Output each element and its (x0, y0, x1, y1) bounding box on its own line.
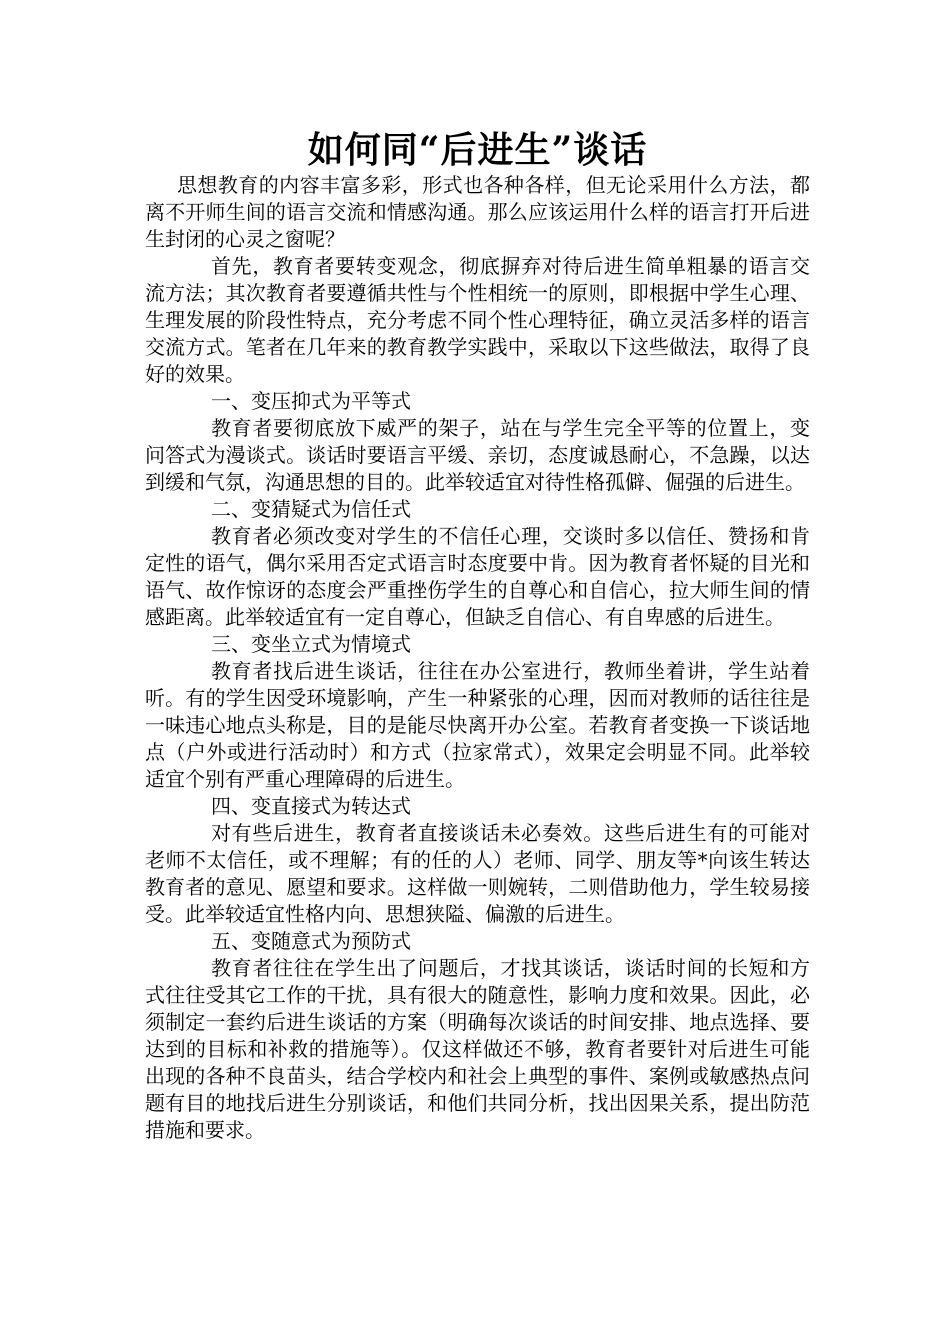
section-heading-4: 四、变直接式为转达式 (211, 794, 411, 818)
section-body-3: 教育者找后进生谈话，往往在办公室进行，教师坐着讲，学生站着听。有的学生因受环境影响，产生一种紧张的心理，因而对教师的话往往是一味违心地点头称是，目的是能尽快离开办公室。若教育者变换一下谈话地点（户外或进行活动时）和方式（拉家常式），效果定会明显不同。此举较适宜个别有严重心理障碍的后进生。 (145, 659, 810, 791)
section-heading-5: 五、变随意式为预防式 (211, 929, 411, 953)
section-body-2: 教育者必须改变对学生的不信任心理，交谈时多以信任、赞扬和肯定性的语气，偶尔采用否定式语言时态度要中肯。因为教育者怀疑的目光和语气、故作惊讶的态度会严重挫伤学生的自尊心和自信心，拉大师生间的情感距离。此举较适宜有一定自尊心，但缺乏自信心、有自卑感的后进生。 (145, 524, 810, 629)
section-body-4: 对有些后进生，教育者直接谈话未必奏效。这些后进生有的可能对老师不太信任，或不理解；有的任的人）老师、同学、朋友等*向该生转达教育者的意见、愿望和要求。这样做一则婉转，二则借助他力，学生较易接受。此举较适宜性格内向、思想狭隘、偏激的后进生。 (145, 821, 810, 926)
section-body-1: 教育者要彻底放下威严的架子，站在与学生完全平等的位置上，变问答式为漫谈式。谈话时要语言平缓、亲切，态度诚恳耐心，不急躁，以达到缓和气氛，沟通思想的目的。此举较适宜对待性格孤僻、倔强的后进生。 (145, 416, 810, 494)
document-page (145, 128, 810, 1144)
document-title: 如何同“后进生”谈话 (307, 129, 648, 171)
section-heading-1: 一、变压抑式为平等式 (211, 389, 411, 413)
section-heading-3: 三、变坐立式为情境式 (211, 632, 411, 656)
section-body-5: 教育者往往在学生出了问题后，才找其谈话，谈话时间的长短和方式往往受其它工作的干扰，具有很大的随意性，影响力度和效果。因此，必须制定一套约后进生谈话的方案（明确每次谈话的时间安排、地点选择、要达到的目标和补救的措施等）。仅这样做还不够，教育者要针对后进生可能出现的各种不良苗头，结合学校内和社会上典型的事件、案例或敏感热点问题有目的地找后进生分别谈话，和他们共同分析，找出因果关系，提出防范措施和要求。 (145, 956, 810, 1142)
section-heading-2: 二、变猜疑式为信任式 (211, 497, 411, 521)
paragraph-approach: 首先，教育者要转变观念，彻底摒弃对待后进生简单粗暴的语言交流方法；其次教育者要遵循共性与个性相统一的原则，即根据中学生心理、生理发展的阶段性特点，充分考虑不同个性心理特征，确立灵活多样的语言交流方式。笔者在几年来的教育教学实践中，采取以下这些做法，取得了良好的效果。 (145, 254, 810, 386)
paragraph-intro: 思想教育的内容丰富多彩，形式也各种各样，但无论采用什么方法，都离不开师生间的语言交流和情感沟通。那么应该运用什么样的语言打开后进生封闭的心灵之窗呢？ (145, 173, 810, 251)
